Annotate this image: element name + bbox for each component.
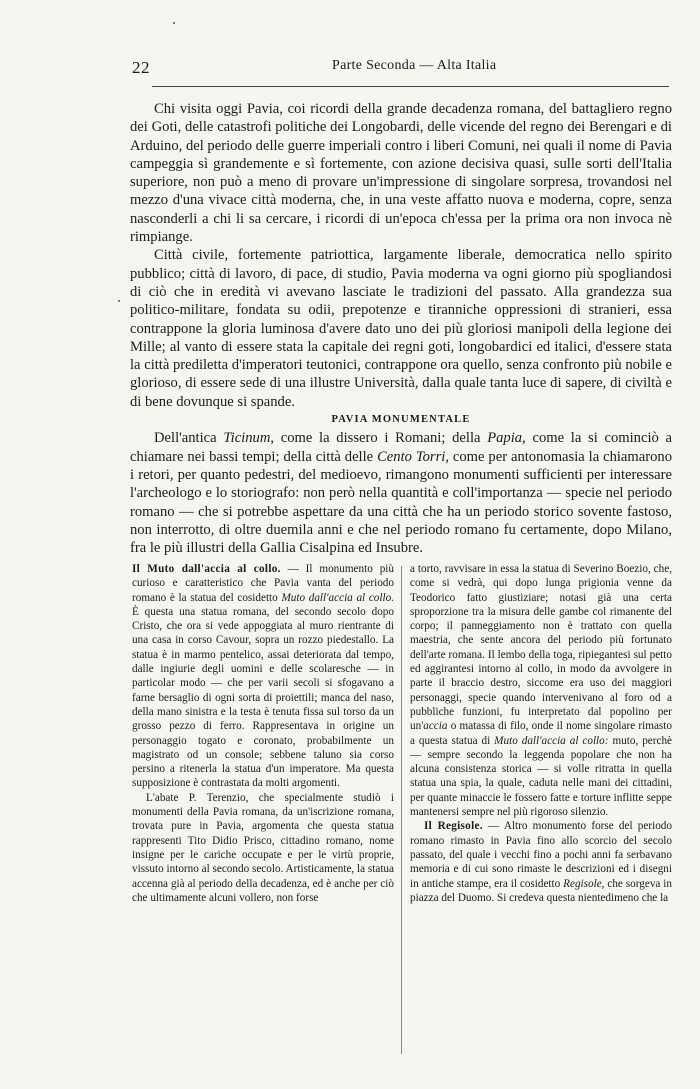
italic-term: accia xyxy=(423,720,448,733)
italic-term: Papia xyxy=(487,430,523,447)
text-run: È questa una statua romana, del secondo secolo dopo Cristo, che ora si vede appoggiata al muro rientrante di una casa in corso Cavour, sopra un rozzo piedestallo. La statua è in marmo pentelico, assai deteriorata dal tempo, dalle ingiurie degli uomini e delle scolaresche — in particolar modo — che per varii secoli si sfogavano a farne bersaglio di ogni sorta di proiettili; manca del naso, della mano sinistra e la testa è tenuta fissa sul torso da un grosso pezzo di ferro. Rappresentava in origine un personaggio togato e coronato, probabilmente un magistrato od un console; sebbene taluno sia corso persino a ritenerla la statua d'un imperatore. Ma questa supposizione è contrastata da molti argomenti. xyxy=(132,605,394,790)
intro-paragraph xyxy=(130,100,672,246)
text-run: — Il monumento più curioso e caratteristico che Pavia vanta del periodo romano è la statua del cosidetto xyxy=(132,563,394,604)
intro-paragraph xyxy=(130,246,672,411)
italic-term: Ticinum xyxy=(223,430,271,447)
column-divider xyxy=(401,566,402,1054)
italic-term: Cento Torri xyxy=(377,448,446,465)
text-run: muto, perchè — sempre secondo la leggenda popolare che non ha alcuna consistenza storica — si volle ritratta in quella statua una spia, la quale, caduta nelle mani dei cittadini, per quante minaccie le fossero fatte e torture inflitte seppe mantenersi sempre nel più rigoroso silenzio. xyxy=(410,734,673,819)
section-heading: PAVIA MONUMENTALE xyxy=(331,414,471,426)
italic-term: Muto dall'accia al collo. xyxy=(281,591,394,604)
italic-term: Regisole xyxy=(563,877,602,890)
running-title: Parte Seconda — Alta Italia xyxy=(332,58,497,73)
header-rule xyxy=(152,86,669,87)
section-paragraph xyxy=(130,429,672,557)
left-column xyxy=(132,562,394,905)
text-run: L'abate P. Terenzio, che specialmente studiò i monumenti della Pavia romana, da un'iscrizione romana, trovata pure in Pavia, argomenta che questa statua rappresenti Tito Didio Prisco, cittadino romano, nome insigne per le cariche occupate e per le virtù proprie, vissuto intorno al secondo secolo. Artisticamente, la statua accenna già al periodo della decadenza, ed è anche per ciò che ultimamente alcuni vollero, non forse xyxy=(132,791,394,904)
text-run: Dell'antica xyxy=(154,430,224,447)
column-paragraph xyxy=(410,562,672,819)
text-run: a torto, ravvisare in essa la statua di Severino Boezio, che, come si vedrà, qui dopo lunga prigionia venne da Teodorico fatto giustiziare; notasi già una certa sproporzione tra la misura delle gambe col rimanente del corpo; il panneggiamento non è trattato con quella maestria, che sente ancora del periodo più fortunato dell'arte romana. Il lembo della toga, ripiegantesi sul petto ed aggirantesi intorno al collo, in modo da avvolgere in parte il braccio destro, siccome era uso dei maggiori personaggi, specie quando intervenivano al foro od a pubbliche funzioni, fu interpretato dal popolino per un' xyxy=(410,563,672,733)
two-column-section xyxy=(132,562,672,1062)
right-column xyxy=(410,562,672,905)
text-run: , come per antonomasia la chiamarono i retori, per quanto pedestri, del medioevo, rimangono monumenti sufficienti per interessare l'archeologo e lo storiografo: non però nella quantità e coll'importanza — specie nel periodo romano — che si potrebbe aspettare da una città che ha un periodo storico sovente fastoso, non interrotto, di oltre duemila anni e che nel periodo romano fu certamente, dopo Milano, fra le più illustri della Gallia Cisalpina ed Insubre. xyxy=(130,448,672,557)
paragraph-text: Chi visita oggi Pavia, coi ricordi della grande decadenza romana, del battagliero regno dei Goti, delle catastrofi politiche dei Longobardi, delle vicende del regno dei Berengari e di Arduino, del periodo delle guerre imperiali contro i liberi Comuni, nei quali il nome di Pavia campeggia sì grandemente e sì fortemente, con azione decisiva quasi, sulle sorti dell'Italia superiore, non può a meno di provare un'impressione di singolare sorpresa, trovandosi nel mezzo d'una vivace città moderna, che, in una veste affatto nuova e moderna, copre, senza nasconderli a chi li sa cercare, i ricordi di un'epoca ch'essa per la prima ora non invoca nè rimpiange. xyxy=(130,101,672,246)
italic-term: Muto dall'accia al collo: xyxy=(494,734,609,747)
text-run: , che sorgeva in piazza del Duomo. Si credeva questa nientedimeno che la xyxy=(410,877,672,904)
paragraph-text: Città civile, fortemente patriottica, largamente liberale, democratica nello spirito pubblico; città di lavoro, di pace, di studio, Pavia moderna va ogni giorno più spogliandosi di ciò che in eredità vi avevano lasciate le tradizioni del passato. Alla grandezza sua politico-militare, fondata su odii, prepotenze e tiranniche oppressioni di stranieri, essa contrappone la gloria luminosa d'avere dato uno dei più gloriosi manipoli della legione dei Mille; al vanto di essere stata la capitale dei regni goti, longobardici ed italici, d'essere stata la città prediletta d'imperatori teutonici, contrappone ora quello, senza confronto più nobile e glorioso, di essere sede di una illustre Università, dalla quale tanta luce di sapere, di civiltà e di bene dovunque si spande. xyxy=(130,247,672,410)
page-header xyxy=(132,58,672,82)
column-paragraph xyxy=(132,562,394,791)
text-run: , come la dissero i Romani; della xyxy=(270,430,488,447)
text-run: , come la si cominciò a chiamare nei bassi tempi; della città delle xyxy=(130,430,672,465)
text-run: — Altro monumento forse del periodo romano rimasto in Pavia fino allo scorcio del secolo passato, del quale i vecchi fino a pochi anni fa serbavano memoria e di cui sono rimaste le descrizioni ed i disegni in antiche stampe, era il cosidetto xyxy=(410,820,672,890)
main-text xyxy=(130,100,672,557)
text-run: o matassa di filo, onde il nome singolare rimasto a questa statua di xyxy=(410,720,672,747)
run-in-heading: Il Muto dall'accia al collo. xyxy=(132,563,281,575)
column-paragraph xyxy=(410,819,672,905)
page-number: 22 xyxy=(132,58,150,77)
print-speck xyxy=(173,22,175,24)
print-speck xyxy=(118,300,120,302)
run-in-heading: Il Regisole. xyxy=(424,820,483,833)
column-paragraph xyxy=(132,791,394,905)
